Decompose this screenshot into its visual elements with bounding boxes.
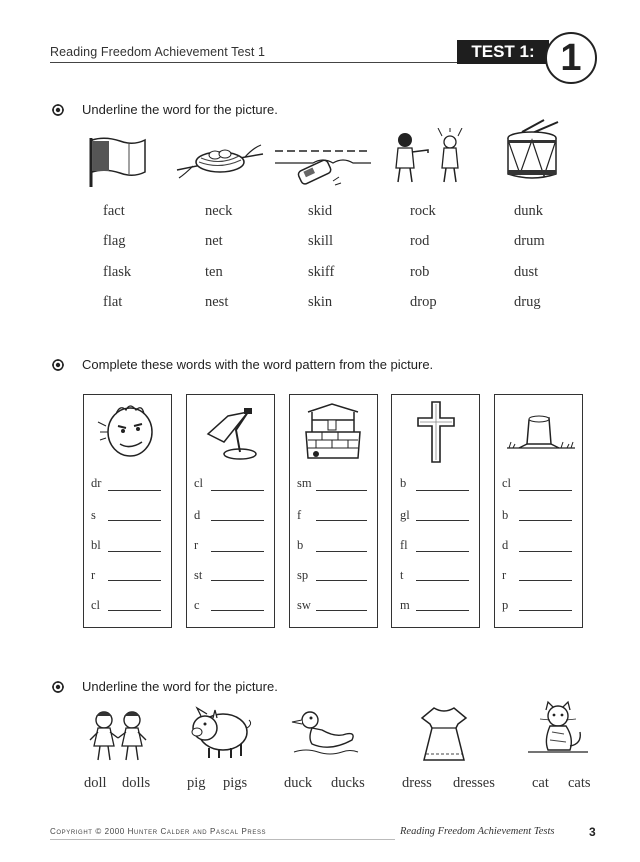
word-option[interactable]: nest	[205, 294, 229, 310]
stump-icon	[505, 414, 577, 454]
answer-blank[interactable]	[519, 580, 572, 581]
word-prefix: d	[502, 538, 509, 552]
word-option[interactable]: drug	[514, 294, 541, 310]
answer-blank[interactable]	[211, 551, 264, 552]
word-option[interactable]: skill	[308, 233, 333, 249]
word-option[interactable]: neck	[205, 203, 233, 219]
word-option[interactable]: skid	[308, 203, 333, 219]
header-title: Reading Freedom Achievement Test 1	[50, 45, 266, 59]
duck-icon[interactable]	[290, 708, 360, 762]
answer-blank[interactable]	[519, 551, 572, 552]
word-prefix: b	[502, 508, 509, 522]
answer-blank[interactable]	[416, 610, 469, 611]
skid-icon[interactable]	[273, 137, 373, 189]
drum-icon[interactable]	[502, 118, 562, 182]
word-option[interactable]: dust	[514, 264, 539, 280]
cross-icon	[416, 400, 456, 464]
word-prefix: f	[297, 508, 302, 522]
answer-blank[interactable]	[108, 520, 161, 521]
dress-icon[interactable]	[418, 704, 470, 764]
answer-blank[interactable]	[519, 520, 572, 521]
word-prefix: cl	[91, 598, 101, 612]
word-prefix: bl	[91, 538, 101, 552]
section3-instruction: Underline the word for the picture.	[82, 679, 278, 694]
bullet-icon	[52, 681, 64, 693]
answer-blank[interactable]	[316, 520, 367, 521]
flag-icon[interactable]	[85, 134, 150, 189]
word-option[interactable]: dolls	[122, 775, 151, 791]
word-option[interactable]: pigs	[223, 775, 248, 791]
answer-blank[interactable]	[519, 610, 572, 611]
answer-blank[interactable]	[416, 580, 469, 581]
footer-copyright: Copyright © 2000 Hunter Calder and Pascal Press	[50, 827, 267, 836]
nest-icon[interactable]	[175, 140, 265, 182]
word-option[interactable]: ducks	[331, 775, 365, 791]
rob-icon[interactable]	[390, 128, 470, 184]
word-option[interactable]: rod	[410, 233, 430, 249]
answer-blank[interactable]	[108, 610, 161, 611]
answer-blank[interactable]	[108, 580, 161, 581]
answer-blank[interactable]	[211, 490, 264, 491]
word-option[interactable]: pig	[187, 775, 206, 791]
word-prefix: sm	[297, 476, 312, 490]
word-option[interactable]: rob	[410, 264, 430, 280]
word-prefix: cl	[194, 476, 204, 490]
face-icon	[96, 400, 158, 460]
word-prefix: r	[194, 538, 199, 552]
word-prefix: b	[297, 538, 304, 552]
answer-blank[interactable]	[416, 490, 469, 491]
lamp-icon	[198, 404, 264, 460]
word-prefix: st	[194, 568, 203, 582]
word-prefix: p	[502, 598, 509, 612]
word-prefix: t	[400, 568, 404, 582]
section2-instruction: Complete these words with the word pattern from the picture.	[82, 357, 434, 372]
answer-blank[interactable]	[316, 490, 367, 491]
word-prefix: sp	[297, 568, 309, 582]
footer-rule	[50, 839, 395, 840]
answer-blank[interactable]	[316, 610, 367, 611]
bullet-icon	[52, 104, 64, 116]
word-option[interactable]: cats	[568, 775, 591, 791]
answer-blank[interactable]	[211, 580, 264, 581]
word-option[interactable]: duck	[284, 775, 313, 791]
answer-blank[interactable]	[416, 520, 469, 521]
section1-instruction: Underline the word for the picture.	[82, 102, 278, 117]
word-option[interactable]: dress	[402, 775, 432, 791]
word-option[interactable]: dunk	[514, 203, 543, 219]
answer-blank[interactable]	[211, 520, 264, 521]
answer-blank[interactable]	[108, 551, 161, 552]
word-prefix: dr	[91, 476, 102, 490]
word-prefix: gl	[400, 508, 410, 522]
word-option[interactable]: flag	[103, 233, 126, 249]
word-option[interactable]: rock	[410, 203, 436, 219]
word-option[interactable]: net	[205, 233, 223, 249]
word-option[interactable]: skin	[308, 294, 333, 310]
word-option[interactable]: flask	[103, 264, 132, 280]
word-option[interactable]: drop	[410, 294, 437, 310]
page-number: 3	[589, 825, 596, 839]
test-label: TEST 1:	[457, 40, 549, 64]
word-prefix: b	[400, 476, 407, 490]
word-option[interactable]: ten	[205, 264, 223, 280]
word-option[interactable]: skiff	[308, 264, 335, 280]
word-option[interactable]: drum	[514, 233, 545, 249]
well-icon	[298, 402, 368, 462]
word-prefix: s	[91, 508, 96, 522]
test-number: 1	[545, 32, 597, 84]
word-prefix: m	[400, 598, 410, 612]
answer-blank[interactable]	[416, 551, 469, 552]
word-prefix: sw	[297, 598, 311, 612]
cat-icon[interactable]	[526, 700, 590, 762]
word-prefix: c	[194, 598, 200, 612]
answer-blank[interactable]	[211, 610, 264, 611]
bullet-icon	[52, 359, 64, 371]
word-option[interactable]: flat	[103, 294, 123, 310]
word-prefix: cl	[502, 476, 512, 490]
word-option[interactable]: doll	[84, 775, 107, 791]
word-option[interactable]: cat	[532, 775, 549, 791]
answer-blank[interactable]	[316, 551, 367, 552]
word-prefix: d	[194, 508, 201, 522]
dolls-icon[interactable]	[88, 708, 150, 764]
word-prefix: fl	[400, 538, 408, 552]
pig-icon[interactable]	[183, 706, 253, 762]
word-option[interactable]: fact	[103, 203, 125, 219]
answer-blank[interactable]	[108, 490, 161, 491]
word-option[interactable]: dresses	[453, 775, 495, 791]
word-prefix: r	[502, 568, 507, 582]
word-prefix: r	[91, 568, 96, 582]
answer-blank[interactable]	[519, 490, 572, 491]
answer-blank[interactable]	[316, 580, 367, 581]
footer-book-title: Reading Freedom Achievement Tests	[400, 826, 555, 837]
